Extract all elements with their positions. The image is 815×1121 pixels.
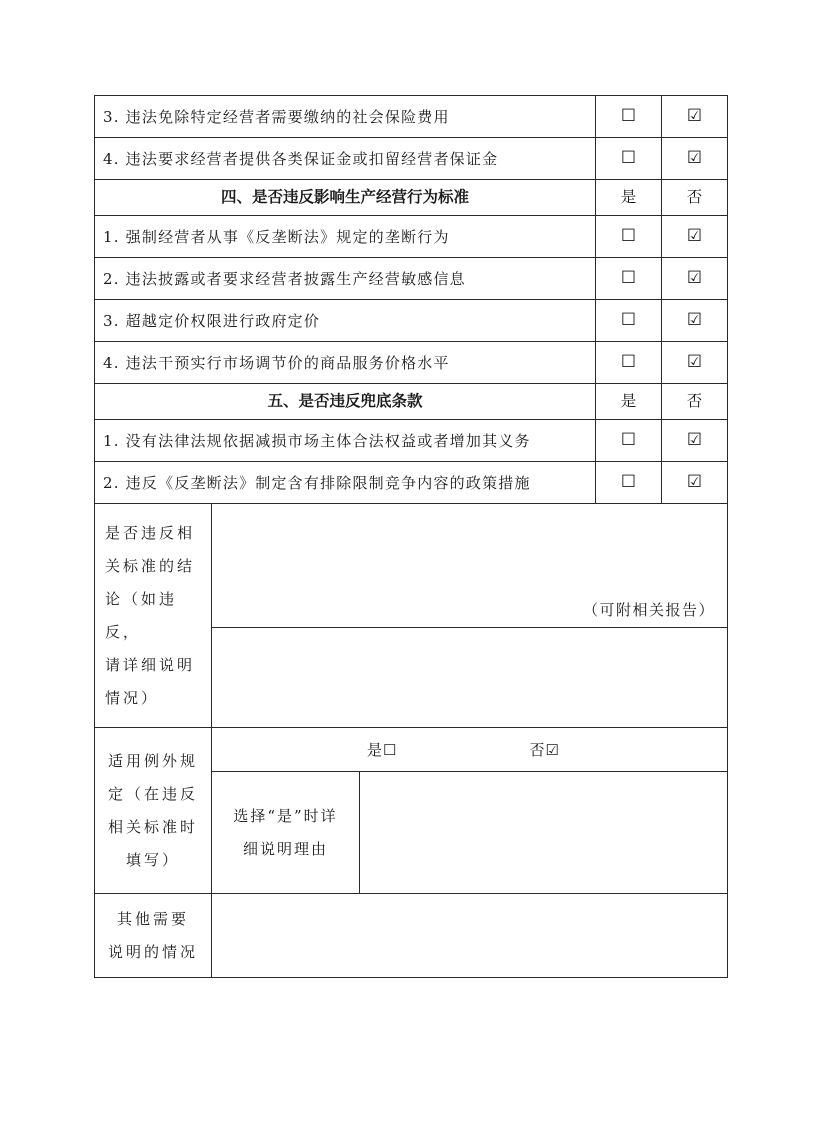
exception-label: 适用例外规 定（在违反 相关标准时 填写） bbox=[95, 728, 212, 894]
table-row bbox=[95, 216, 728, 258]
checkbox-no[interactable]: ☑ bbox=[686, 268, 703, 289]
criterion-text: 2. 违反《反垄断法》制定含有排除限制竞争内容的政策措施 bbox=[95, 462, 596, 504]
checkbox-yes[interactable]: ☐ bbox=[620, 352, 637, 373]
other-label: 其他需要 说明的情况 bbox=[95, 894, 212, 978]
exception-choice bbox=[212, 728, 728, 772]
table-row bbox=[95, 138, 728, 180]
section-header bbox=[95, 384, 728, 420]
no-column-header: 否 bbox=[662, 180, 728, 216]
exception-yes-option[interactable]: 是☐ bbox=[367, 740, 398, 759]
checkbox-yes[interactable]: ☐ bbox=[620, 106, 637, 127]
select-yes-reason-label: 选择“是”时详 细说明理由 bbox=[212, 772, 360, 894]
checkbox-no[interactable]: ☑ bbox=[686, 472, 703, 493]
table-row bbox=[95, 420, 728, 462]
checkbox-yes[interactable]: ☐ bbox=[620, 430, 637, 451]
criterion-text: 3. 超越定价权限进行政府定价 bbox=[95, 300, 596, 342]
exception-no-option[interactable]: 否☑ bbox=[529, 740, 560, 759]
table-row bbox=[95, 342, 728, 384]
table-row bbox=[95, 300, 728, 342]
checkbox-yes[interactable]: ☐ bbox=[620, 310, 637, 331]
checkbox-yes[interactable]: ☐ bbox=[620, 226, 637, 247]
conclusion-detail-field[interactable] bbox=[212, 628, 728, 728]
criterion-text: 3. 违法免除特定经营者需要缴纳的社会保险费用 bbox=[95, 96, 596, 138]
checkbox-no[interactable]: ☑ bbox=[686, 106, 703, 127]
conclusion-label: 是否违反相 关标准的结 论（如违反， 请详细说明 情况） bbox=[95, 504, 212, 728]
table-row bbox=[95, 96, 728, 138]
yes-column-header: 是 bbox=[596, 180, 662, 216]
checkbox-no[interactable]: ☑ bbox=[686, 430, 703, 451]
criterion-text: 4. 违法要求经营者提供各类保证金或扣留经营者保证金 bbox=[95, 138, 596, 180]
review-table bbox=[94, 95, 728, 978]
conclusion-field[interactable] bbox=[212, 504, 728, 628]
checkbox-no[interactable]: ☑ bbox=[686, 226, 703, 247]
criterion-text: 1. 强制经营者从事《反垄断法》规定的垄断行为 bbox=[95, 216, 596, 258]
checkbox-yes[interactable]: ☐ bbox=[620, 148, 637, 169]
section-title: 五、是否违反兜底条款 bbox=[95, 384, 596, 420]
checkbox-no[interactable]: ☑ bbox=[686, 310, 703, 331]
checkbox-yes[interactable]: ☐ bbox=[620, 268, 637, 289]
exception-row bbox=[95, 728, 728, 772]
attach-report-note: （可附相关报告） bbox=[582, 601, 715, 619]
section-title: 四、是否违反影响生产经营行为标准 bbox=[95, 180, 596, 216]
table-row bbox=[95, 258, 728, 300]
conclusion-row bbox=[95, 504, 728, 628]
review-form bbox=[94, 95, 727, 973]
yes-column-header: 是 bbox=[596, 384, 662, 420]
other-field[interactable] bbox=[212, 894, 728, 978]
other-row bbox=[95, 894, 728, 978]
checkbox-no[interactable]: ☑ bbox=[686, 148, 703, 169]
section-header bbox=[95, 180, 728, 216]
criterion-text: 2. 违法披露或者要求经营者披露生产经营敏感信息 bbox=[95, 258, 596, 300]
checkbox-no[interactable]: ☑ bbox=[686, 352, 703, 373]
checkbox-yes[interactable]: ☐ bbox=[620, 472, 637, 493]
exception-reason-field[interactable] bbox=[360, 772, 728, 894]
no-column-header: 否 bbox=[662, 384, 728, 420]
table-row bbox=[95, 462, 728, 504]
criterion-text: 1. 没有法律法规依据减损市场主体合法权益或者增加其义务 bbox=[95, 420, 596, 462]
criterion-text: 4. 违法干预实行市场调节价的商品服务价格水平 bbox=[95, 342, 596, 384]
